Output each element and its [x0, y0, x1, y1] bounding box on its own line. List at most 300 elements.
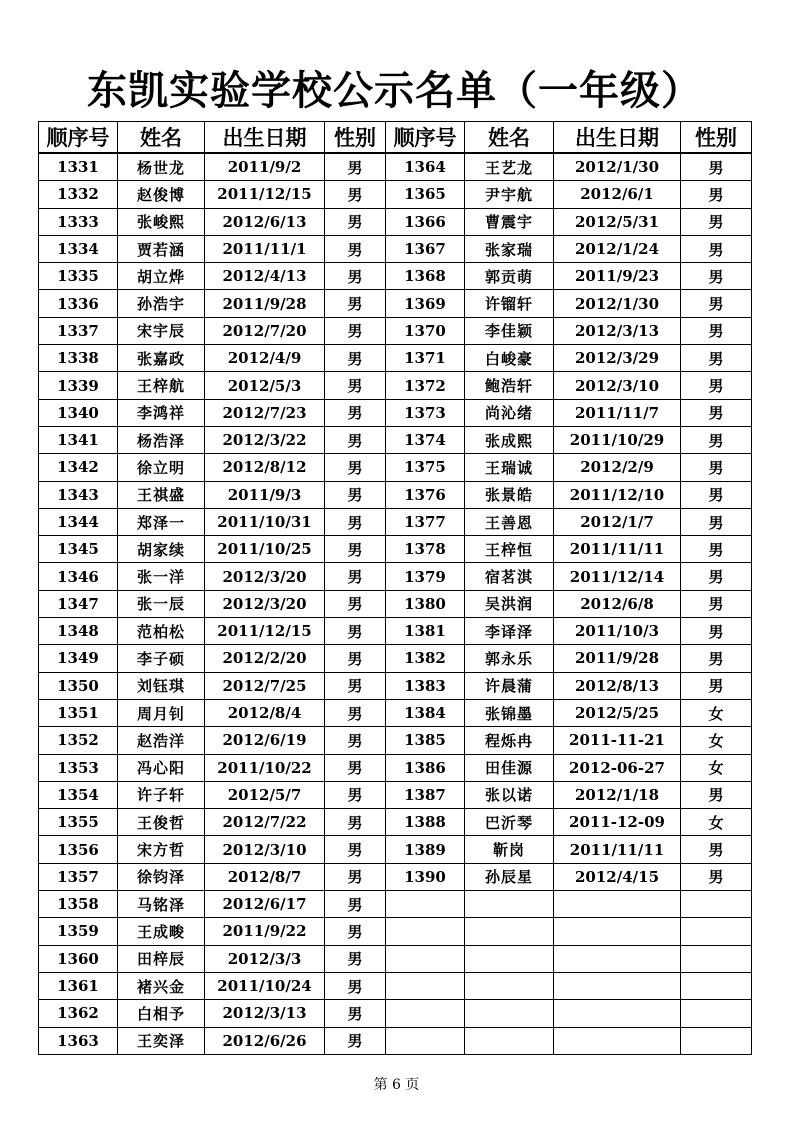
- gender-cell: 男: [325, 290, 386, 317]
- seq-cell: [386, 1000, 465, 1027]
- name-cell: 张一辰: [118, 590, 205, 617]
- table-row: [39, 1000, 752, 1027]
- gender-cell: 男: [681, 153, 752, 181]
- birthdate-cell: 2012/3/22: [205, 426, 325, 453]
- birthdate-cell: 2012/5/3: [205, 372, 325, 399]
- table-row: [39, 836, 752, 863]
- header-seq-1: 顺序号: [39, 122, 118, 154]
- gender-cell: 男: [325, 317, 386, 344]
- name-cell: 王善恩: [465, 508, 554, 535]
- gender-cell: 男: [325, 945, 386, 972]
- gender-cell: 男: [681, 181, 752, 208]
- table-row: [39, 590, 752, 617]
- table-row: [39, 754, 752, 781]
- seq-cell: 1364: [386, 153, 465, 181]
- birthdate-cell: 2011/10/29: [554, 426, 681, 453]
- birthdate-cell: 2012/3/29: [554, 345, 681, 372]
- name-cell: 宿茗淇: [465, 563, 554, 590]
- name-cell: [465, 1027, 554, 1054]
- birthdate-cell: 2011/12/14: [554, 563, 681, 590]
- name-cell: 杨浩泽: [118, 426, 205, 453]
- table-row: [39, 809, 752, 836]
- table-row: [39, 454, 752, 481]
- birthdate-cell: 2012/4/13: [205, 263, 325, 290]
- gender-cell: 男: [325, 1027, 386, 1054]
- name-cell: 王瑞诚: [465, 454, 554, 481]
- birthdate-cell: 2012/3/3: [205, 945, 325, 972]
- name-cell: 刘钰琪: [118, 672, 205, 699]
- name-cell: 李鸿祥: [118, 399, 205, 426]
- page-number: 第 6 页: [373, 1077, 420, 1093]
- name-cell: 张一洋: [118, 563, 205, 590]
- birthdate-cell: 2011/10/24: [205, 972, 325, 999]
- name-cell: [465, 945, 554, 972]
- gender-cell: 男: [681, 426, 752, 453]
- birthdate-cell: [554, 1027, 681, 1054]
- seq-cell: [386, 891, 465, 918]
- seq-cell: 1334: [39, 235, 118, 262]
- gender-cell: 男: [325, 618, 386, 645]
- gender-cell: 女: [681, 754, 752, 781]
- table-row: [39, 372, 752, 399]
- name-cell: 王祺盛: [118, 481, 205, 508]
- name-cell: 李佳颖: [465, 317, 554, 344]
- name-cell: 王梓恒: [465, 536, 554, 563]
- header-birthdate-1: 出生日期: [205, 122, 325, 154]
- name-cell: 王俊哲: [118, 809, 205, 836]
- birthdate-cell: 2011/10/31: [205, 508, 325, 535]
- name-cell: 鲍浩轩: [465, 372, 554, 399]
- seq-cell: 1349: [39, 645, 118, 672]
- gender-cell: 男: [681, 317, 752, 344]
- gender-cell: 男: [681, 563, 752, 590]
- name-cell: 许子轩: [118, 781, 205, 808]
- table-row: [39, 891, 752, 918]
- seq-cell: 1335: [39, 263, 118, 290]
- table-row: [39, 618, 752, 645]
- birthdate-cell: [554, 945, 681, 972]
- birthdate-cell: 2012/7/22: [205, 809, 325, 836]
- birthdate-cell: 2011/12/10: [554, 481, 681, 508]
- header-gender-1: 性别: [325, 122, 386, 154]
- gender-cell: 男: [681, 208, 752, 235]
- seq-cell: [386, 1027, 465, 1054]
- gender-cell: 女: [681, 699, 752, 726]
- gender-cell: 男: [325, 454, 386, 481]
- seq-cell: 1376: [386, 481, 465, 508]
- seq-cell: 1386: [386, 754, 465, 781]
- gender-cell: 男: [325, 781, 386, 808]
- table-row: [39, 672, 752, 699]
- name-cell: 李译泽: [465, 618, 554, 645]
- name-cell: 孙辰星: [465, 863, 554, 890]
- seq-cell: 1382: [386, 645, 465, 672]
- seq-cell: 1351: [39, 699, 118, 726]
- seq-cell: 1344: [39, 508, 118, 535]
- gender-cell: 女: [681, 727, 752, 754]
- birthdate-cell: [554, 972, 681, 999]
- birthdate-cell: 2012/3/20: [205, 590, 325, 617]
- table-row: [39, 481, 752, 508]
- name-cell: 田梓辰: [118, 945, 205, 972]
- birthdate-cell: 2012/6/1: [554, 181, 681, 208]
- seq-cell: 1370: [386, 317, 465, 344]
- name-cell: 宋方哲: [118, 836, 205, 863]
- birthdate-cell: 2011/9/28: [205, 290, 325, 317]
- table-row: [39, 972, 752, 999]
- seq-cell: 1357: [39, 863, 118, 890]
- seq-cell: 1374: [386, 426, 465, 453]
- seq-cell: 1342: [39, 454, 118, 481]
- birthdate-cell: 2012/1/30: [554, 153, 681, 181]
- gender-cell: 男: [325, 863, 386, 890]
- seq-cell: 1389: [386, 836, 465, 863]
- gender-cell: [681, 945, 752, 972]
- gender-cell: 女: [681, 809, 752, 836]
- name-cell: 徐立明: [118, 454, 205, 481]
- name-cell: [465, 891, 554, 918]
- gender-cell: 男: [325, 153, 386, 181]
- name-cell: 张景皓: [465, 481, 554, 508]
- gender-cell: 男: [681, 345, 752, 372]
- table-row: [39, 918, 752, 945]
- birthdate-cell: 2012/7/25: [205, 672, 325, 699]
- seq-cell: 1372: [386, 372, 465, 399]
- birthdate-cell: 2012/3/13: [554, 317, 681, 344]
- name-cell: 张锦墨: [465, 699, 554, 726]
- birthdate-cell: 2012/4/9: [205, 345, 325, 372]
- birthdate-cell: 2012/6/8: [554, 590, 681, 617]
- seq-cell: 1346: [39, 563, 118, 590]
- seq-cell: 1337: [39, 317, 118, 344]
- birthdate-cell: 2012/3/20: [205, 563, 325, 590]
- header-name-2: 姓名: [465, 122, 554, 154]
- gender-cell: [681, 891, 752, 918]
- gender-cell: 男: [325, 972, 386, 999]
- gender-cell: 男: [325, 536, 386, 563]
- seq-cell: 1375: [386, 454, 465, 481]
- table-row: [39, 317, 752, 344]
- birthdate-cell: 2012/4/15: [554, 863, 681, 890]
- seq-cell: 1355: [39, 809, 118, 836]
- roster-table: [38, 121, 752, 1055]
- birthdate-cell: 2012/7/23: [205, 399, 325, 426]
- seq-cell: 1338: [39, 345, 118, 372]
- gender-cell: 男: [325, 918, 386, 945]
- gender-cell: 男: [325, 672, 386, 699]
- name-cell: 马铭泽: [118, 891, 205, 918]
- birthdate-cell: 2011/10/25: [205, 536, 325, 563]
- birthdate-cell: 2012/5/7: [205, 781, 325, 808]
- gender-cell: 男: [681, 290, 752, 317]
- birthdate-cell: 2012/1/18: [554, 781, 681, 808]
- gender-cell: 男: [681, 536, 752, 563]
- name-cell: 杨世龙: [118, 153, 205, 181]
- name-cell: 程烁冉: [465, 727, 554, 754]
- seq-cell: [386, 972, 465, 999]
- name-cell: 吴洪润: [465, 590, 554, 617]
- seq-cell: 1380: [386, 590, 465, 617]
- gender-cell: 男: [325, 208, 386, 235]
- gender-cell: [681, 972, 752, 999]
- table-row: [39, 863, 752, 890]
- birthdate-cell: 2012-06-27: [554, 754, 681, 781]
- name-cell: 张成熙: [465, 426, 554, 453]
- name-cell: 胡家续: [118, 536, 205, 563]
- seq-cell: 1384: [386, 699, 465, 726]
- birthdate-cell: 2012/5/25: [554, 699, 681, 726]
- table-row: [39, 153, 752, 181]
- birthdate-cell: 2012/3/10: [205, 836, 325, 863]
- birthdate-cell: 2012/8/13: [554, 672, 681, 699]
- name-cell: 周月钊: [118, 699, 205, 726]
- name-cell: 张以诺: [465, 781, 554, 808]
- seq-cell: 1332: [39, 181, 118, 208]
- name-cell: [465, 972, 554, 999]
- seq-cell: 1358: [39, 891, 118, 918]
- name-cell: 张峻熙: [118, 208, 205, 235]
- name-cell: 冯心阳: [118, 754, 205, 781]
- table-row: [39, 181, 752, 208]
- birthdate-cell: 2011/11/1: [205, 235, 325, 262]
- seq-cell: 1343: [39, 481, 118, 508]
- gender-cell: 男: [681, 672, 752, 699]
- header-seq-2: 顺序号: [386, 122, 465, 154]
- birthdate-cell: 2012/2/9: [554, 454, 681, 481]
- birthdate-cell: 2011/9/22: [205, 918, 325, 945]
- seq-cell: [386, 945, 465, 972]
- name-cell: 郭永乐: [465, 645, 554, 672]
- table-row: [39, 345, 752, 372]
- name-cell: 曹震宇: [465, 208, 554, 235]
- seq-cell: 1379: [386, 563, 465, 590]
- birthdate-cell: 2012/1/24: [554, 235, 681, 262]
- birthdate-cell: 2012/8/12: [205, 454, 325, 481]
- birthdate-cell: 2012/3/13: [205, 1000, 325, 1027]
- seq-cell: 1371: [386, 345, 465, 372]
- header-birthdate-2: 出生日期: [554, 122, 681, 154]
- birthdate-cell: 2012/7/20: [205, 317, 325, 344]
- gender-cell: 男: [325, 590, 386, 617]
- name-cell: 巴沂琴: [465, 809, 554, 836]
- gender-cell: 男: [681, 836, 752, 863]
- birthdate-cell: 2012/6/19: [205, 727, 325, 754]
- header-gender-2: 性别: [681, 122, 752, 154]
- birthdate-cell: 2012/8/4: [205, 699, 325, 726]
- name-cell: 王奕泽: [118, 1027, 205, 1054]
- seq-cell: 1347: [39, 590, 118, 617]
- gender-cell: 男: [325, 809, 386, 836]
- seq-cell: 1333: [39, 208, 118, 235]
- table-row: [39, 508, 752, 535]
- name-cell: 张嘉政: [118, 345, 205, 372]
- seq-cell: 1362: [39, 1000, 118, 1027]
- seq-cell: 1348: [39, 618, 118, 645]
- birthdate-cell: 2012/1/30: [554, 290, 681, 317]
- name-cell: 赵俊博: [118, 181, 205, 208]
- name-cell: 胡立烨: [118, 263, 205, 290]
- header-name-1: 姓名: [118, 122, 205, 154]
- table-row: [39, 399, 752, 426]
- name-cell: 尹宇航: [465, 181, 554, 208]
- seq-cell: 1373: [386, 399, 465, 426]
- seq-cell: 1366: [386, 208, 465, 235]
- table-row: [39, 727, 752, 754]
- gender-cell: 男: [325, 481, 386, 508]
- gender-cell: 男: [325, 563, 386, 590]
- gender-cell: [681, 1000, 752, 1027]
- birthdate-cell: 2012/5/31: [554, 208, 681, 235]
- birthdate-cell: 2011-11-21: [554, 727, 681, 754]
- gender-cell: 男: [325, 263, 386, 290]
- birthdate-cell: 2011/10/3: [554, 618, 681, 645]
- name-cell: 郑泽一: [118, 508, 205, 535]
- name-cell: 郭贡萌: [465, 263, 554, 290]
- seq-cell: 1387: [386, 781, 465, 808]
- birthdate-cell: 2011/10/22: [205, 754, 325, 781]
- table-row: [39, 208, 752, 235]
- birthdate-cell: 2012/6/26: [205, 1027, 325, 1054]
- name-cell: 贾若涵: [118, 235, 205, 262]
- seq-cell: 1360: [39, 945, 118, 972]
- gender-cell: 男: [325, 699, 386, 726]
- table-row: [39, 263, 752, 290]
- birthdate-cell: 2011/11/11: [554, 536, 681, 563]
- name-cell: 许镏轩: [465, 290, 554, 317]
- table-row: [39, 781, 752, 808]
- birthdate-cell: 2011/11/7: [554, 399, 681, 426]
- gender-cell: 男: [681, 590, 752, 617]
- seq-cell: 1383: [386, 672, 465, 699]
- seq-cell: 1345: [39, 536, 118, 563]
- seq-cell: 1367: [386, 235, 465, 262]
- seq-cell: 1388: [386, 809, 465, 836]
- seq-cell: 1390: [386, 863, 465, 890]
- gender-cell: 男: [325, 508, 386, 535]
- name-cell: 田佳源: [465, 754, 554, 781]
- birthdate-cell: 2011-12-09: [554, 809, 681, 836]
- seq-cell: 1365: [386, 181, 465, 208]
- name-cell: 尚沁绪: [465, 399, 554, 426]
- table-row: [39, 699, 752, 726]
- seq-cell: [386, 918, 465, 945]
- table-row: [39, 563, 752, 590]
- gender-cell: 男: [325, 426, 386, 453]
- name-cell: 徐钧泽: [118, 863, 205, 890]
- birthdate-cell: 2011/9/23: [554, 263, 681, 290]
- page-title: 东凯实验学校公示名单（一年级）: [87, 67, 702, 114]
- gender-cell: 男: [325, 891, 386, 918]
- seq-cell: 1368: [386, 263, 465, 290]
- gender-cell: 男: [681, 508, 752, 535]
- birthdate-cell: [554, 1000, 681, 1027]
- name-cell: 王梓航: [118, 372, 205, 399]
- name-cell: 王艺龙: [465, 153, 554, 181]
- name-cell: 白相予: [118, 1000, 205, 1027]
- gender-cell: 男: [681, 481, 752, 508]
- table-row: [39, 1027, 752, 1054]
- birthdate-cell: 2012/1/7: [554, 508, 681, 535]
- name-cell: [465, 918, 554, 945]
- gender-cell: 男: [681, 863, 752, 890]
- seq-cell: 1339: [39, 372, 118, 399]
- seq-cell: 1331: [39, 153, 118, 181]
- name-cell: 王成畯: [118, 918, 205, 945]
- gender-cell: 男: [325, 235, 386, 262]
- seq-cell: 1385: [386, 727, 465, 754]
- name-cell: 白峻豪: [465, 345, 554, 372]
- table-row: [39, 235, 752, 262]
- header-row: [39, 122, 752, 154]
- seq-cell: 1336: [39, 290, 118, 317]
- name-cell: 范柏松: [118, 618, 205, 645]
- name-cell: 孙浩宇: [118, 290, 205, 317]
- gender-cell: 男: [681, 454, 752, 481]
- gender-cell: 男: [681, 372, 752, 399]
- seq-cell: 1356: [39, 836, 118, 863]
- name-cell: 张家瑞: [465, 235, 554, 262]
- name-cell: [465, 1000, 554, 1027]
- birthdate-cell: 2011/12/15: [205, 181, 325, 208]
- gender-cell: 男: [681, 399, 752, 426]
- gender-cell: 男: [325, 836, 386, 863]
- birthdate-cell: 2011/11/11: [554, 836, 681, 863]
- birthdate-cell: 2012/2/20: [205, 645, 325, 672]
- birthdate-cell: 2011/9/3: [205, 481, 325, 508]
- table-row: [39, 426, 752, 453]
- gender-cell: 男: [325, 399, 386, 426]
- table-row: [39, 645, 752, 672]
- seq-cell: 1350: [39, 672, 118, 699]
- seq-cell: 1352: [39, 727, 118, 754]
- name-cell: 赵浩洋: [118, 727, 205, 754]
- table-row: [39, 290, 752, 317]
- birthdate-cell: 2012/6/17: [205, 891, 325, 918]
- birthdate-cell: [554, 918, 681, 945]
- roster-body: [39, 153, 752, 1054]
- seq-cell: 1353: [39, 754, 118, 781]
- table-row: [39, 945, 752, 972]
- name-cell: 褚兴金: [118, 972, 205, 999]
- gender-cell: 男: [325, 754, 386, 781]
- gender-cell: 男: [325, 372, 386, 399]
- gender-cell: 男: [325, 1000, 386, 1027]
- seq-cell: 1363: [39, 1027, 118, 1054]
- name-cell: 许晨蒲: [465, 672, 554, 699]
- birthdate-cell: 2011/12/15: [205, 618, 325, 645]
- birthdate-cell: [554, 891, 681, 918]
- gender-cell: [681, 918, 752, 945]
- gender-cell: 男: [325, 181, 386, 208]
- name-cell: 宋宇辰: [118, 317, 205, 344]
- gender-cell: 男: [325, 727, 386, 754]
- gender-cell: 男: [681, 781, 752, 808]
- seq-cell: 1377: [386, 508, 465, 535]
- table-row: [39, 536, 752, 563]
- gender-cell: 男: [325, 645, 386, 672]
- seq-cell: 1354: [39, 781, 118, 808]
- gender-cell: 男: [681, 235, 752, 262]
- name-cell: 靳岗: [465, 836, 554, 863]
- birthdate-cell: 2012/3/10: [554, 372, 681, 399]
- seq-cell: 1359: [39, 918, 118, 945]
- birthdate-cell: 2012/6/13: [205, 208, 325, 235]
- seq-cell: 1378: [386, 536, 465, 563]
- birthdate-cell: 2012/8/7: [205, 863, 325, 890]
- seq-cell: 1341: [39, 426, 118, 453]
- gender-cell: 男: [681, 618, 752, 645]
- gender-cell: 男: [681, 645, 752, 672]
